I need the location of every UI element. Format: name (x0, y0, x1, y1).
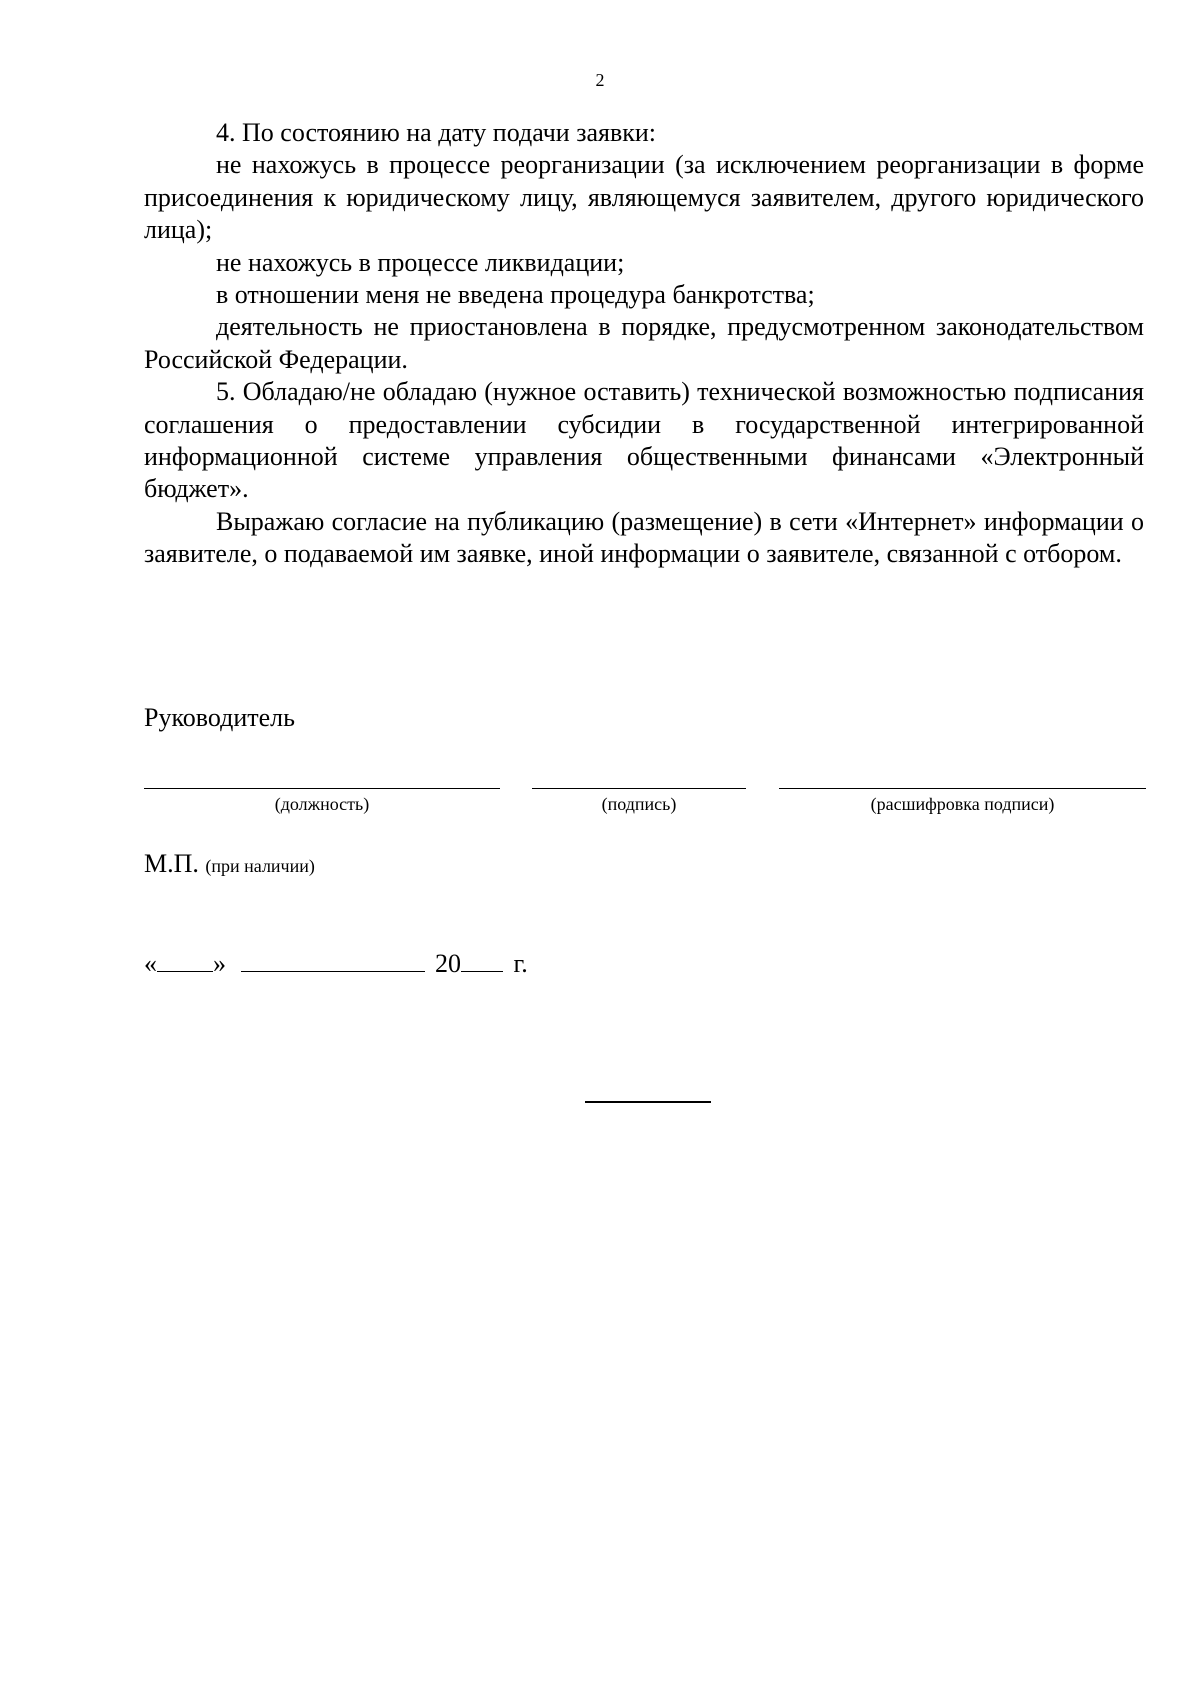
decoding-field (779, 768, 1146, 815)
stamp-note: (при наличии) (205, 856, 315, 876)
paragraph-not-suspended: деятельность не приостановлена в порядке, предусмотренном законодательством Российской Федерации. (144, 312, 1144, 374)
decoding-caption: (расшифровка подписи) (870, 794, 1055, 814)
day-blank (157, 945, 213, 972)
role-label: Руководитель (144, 703, 295, 732)
paragraph-no-liquidation: не нахожусь в процессе ликвидации; (216, 247, 625, 277)
paragraph-publication-consent: Выражаю согласие на публикацию (размещение) в сети «Интернет» информации о заявителе, о подаваемой им заявке, иной информации о заявителе, связанной с отбором. (144, 506, 1144, 569)
signature-caption: (подпись) (601, 794, 677, 814)
paragraph-no-reorganization: не нахожусь в процессе реорганизации (за исключением реорганизации в форме присоединения к юридическому лицу, являющемуся заявителем, другого юридического лица); (144, 150, 1144, 245)
position-line (144, 768, 500, 789)
paragraph-no-bankruptcy: в отношении меня не введена процедура банкротства; (216, 280, 815, 310)
year-blank (461, 945, 503, 972)
position-field (144, 768, 500, 815)
document-body (144, 117, 1144, 571)
stamp-label: М.П. (144, 849, 199, 878)
page-number: 2 (595, 70, 605, 90)
signature-line (532, 768, 746, 789)
month-blank (241, 945, 425, 972)
position-caption: (должность) (274, 794, 370, 814)
paragraph-item-4-heading: 4. По состоянию на дату подачи заявки: (216, 118, 657, 147)
decoding-line (779, 768, 1146, 789)
end-of-document-rule (585, 1101, 711, 1103)
date-century: 20 (435, 949, 461, 978)
date-year-suffix: г. (513, 949, 528, 978)
signature-field (532, 768, 746, 815)
date-line (144, 945, 528, 980)
date-open-quote: « (144, 949, 157, 978)
date-close-quote: » (213, 949, 226, 978)
stamp-place (144, 848, 315, 882)
paragraph-item-5-electronic-budget: 5. Обладаю/не обладаю (нужное оставить) технической возможностью подписания соглашения о предоставлении субсидии в государственной интегрированной информационной системе управления общественными финансами «Электронный бюджет». (144, 377, 1144, 504)
